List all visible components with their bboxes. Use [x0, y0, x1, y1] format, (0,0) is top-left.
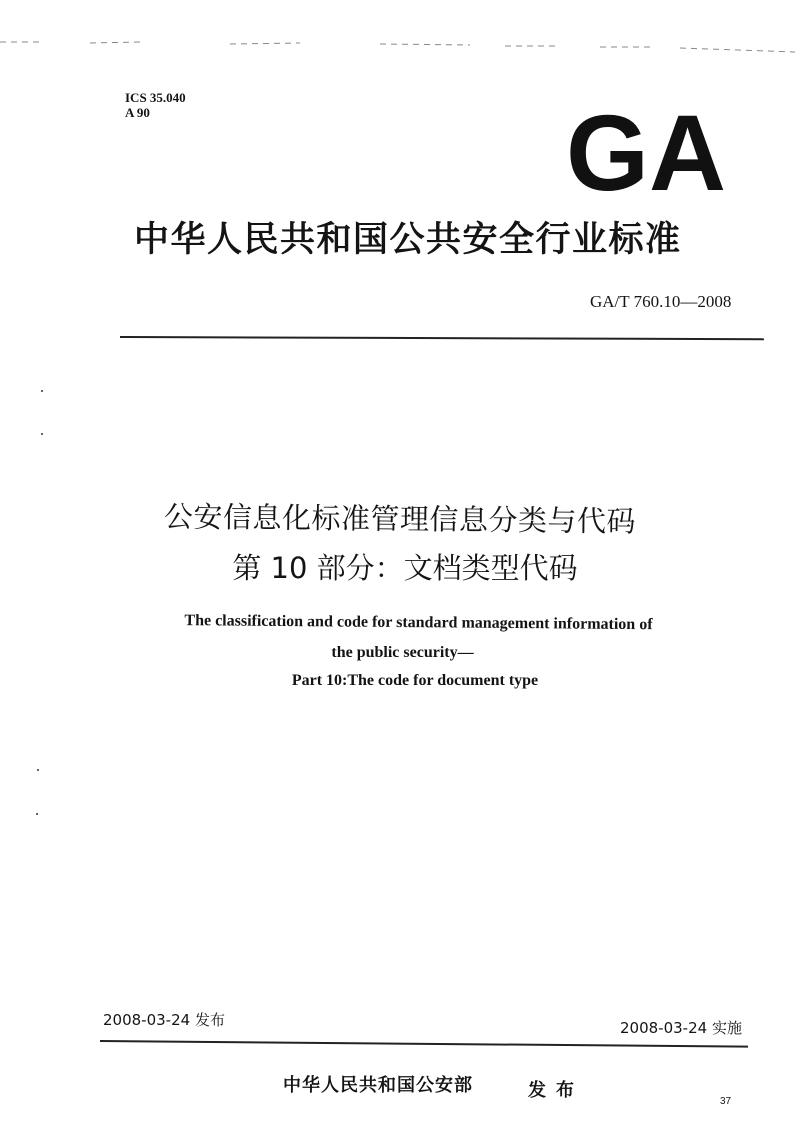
ga-logo-text: GA [566, 108, 726, 192]
scan-dot [41, 390, 43, 392]
document-title-en-line2: the public security— [331, 644, 474, 661]
implementation-date: 2008-03-24 实施 [620, 1019, 742, 1037]
document-title-en-line1: The classification and code for standard management information of [184, 612, 653, 634]
document-title-en-line3: Part 10:The code for document type [291, 672, 539, 689]
ccs-code: A 90 [125, 105, 150, 120]
scan-dot [37, 769, 39, 771]
classification-codes [125, 90, 186, 120]
standard-code: GA/T 760.10—2008 [590, 292, 732, 311]
standard-category-title: 中华人民共和国公共安全行业标准 [134, 220, 682, 260]
scan-dot [41, 433, 43, 435]
ga-logo [566, 108, 726, 192]
footer-divider [100, 1040, 748, 1048]
scan-artifact-line [0, 30, 800, 60]
publisher-name: 中华人民共和国公安部 [283, 1075, 473, 1096]
page-number: 37 [720, 1096, 732, 1107]
header-divider [120, 336, 764, 340]
document-title-cn: 公安信息化标准管理信息分类与代码 [163, 499, 637, 539]
issue-date: 2008-03-24 发布 [103, 1011, 225, 1029]
publish-label: 发布 [528, 1080, 584, 1101]
scan-dot [36, 813, 38, 815]
ics-code: ICS 35.040 [125, 90, 186, 105]
document-subtitle-cn: 第 10 部分：文档类型代码 [232, 551, 578, 585]
